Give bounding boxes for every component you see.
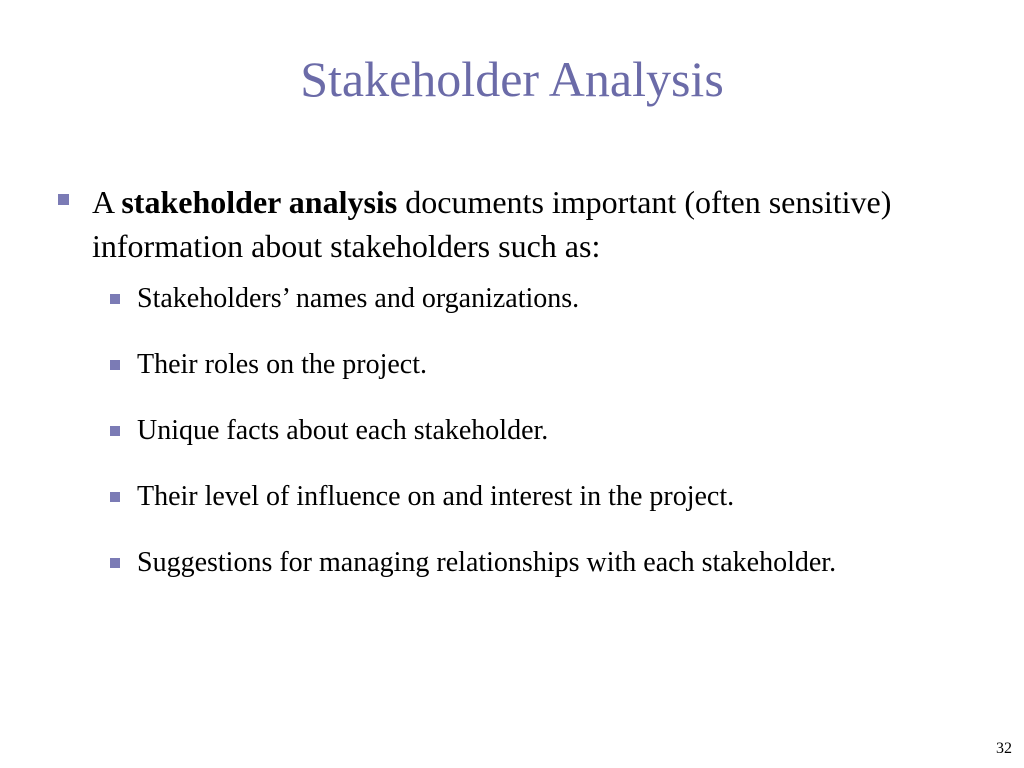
square-bullet-icon: [110, 492, 120, 502]
square-bullet-icon: [110, 558, 120, 568]
slide-body: [56, 180, 976, 610]
sub-bullet-point: [108, 412, 976, 450]
slide-title: Stakeholder Analysis: [300, 51, 724, 107]
sub-bullet-point: [108, 478, 976, 516]
square-bullet-icon: [58, 194, 69, 205]
sub-point-text: Their roles on the project.: [137, 349, 428, 380]
sub-bullet-point: [108, 544, 976, 582]
main-point-rest: documents important (often sensitive) information about stakeholders such as:: [92, 184, 892, 264]
slide-number: 32: [996, 740, 1012, 757]
square-bullet-icon: [110, 426, 120, 436]
sub-bullet-list: [56, 280, 976, 582]
main-bullet-point: [56, 180, 976, 268]
sub-bullet-point: [108, 346, 976, 384]
main-point-bold: stakeholder analysis: [121, 184, 398, 220]
sub-bullet-point: [108, 280, 976, 318]
sub-point-text: Suggestions for managing relationships with each stakeholder.: [137, 547, 837, 578]
main-point-prefix: A: [92, 184, 122, 220]
square-bullet-icon: [110, 294, 120, 304]
sub-point-text: Unique facts about each stakeholder.: [137, 415, 549, 446]
sub-point-text: Stakeholders’ names and organizations.: [137, 283, 580, 314]
sub-point-text: Their level of influence on and interest in the project.: [137, 481, 735, 512]
square-bullet-icon: [110, 360, 120, 370]
